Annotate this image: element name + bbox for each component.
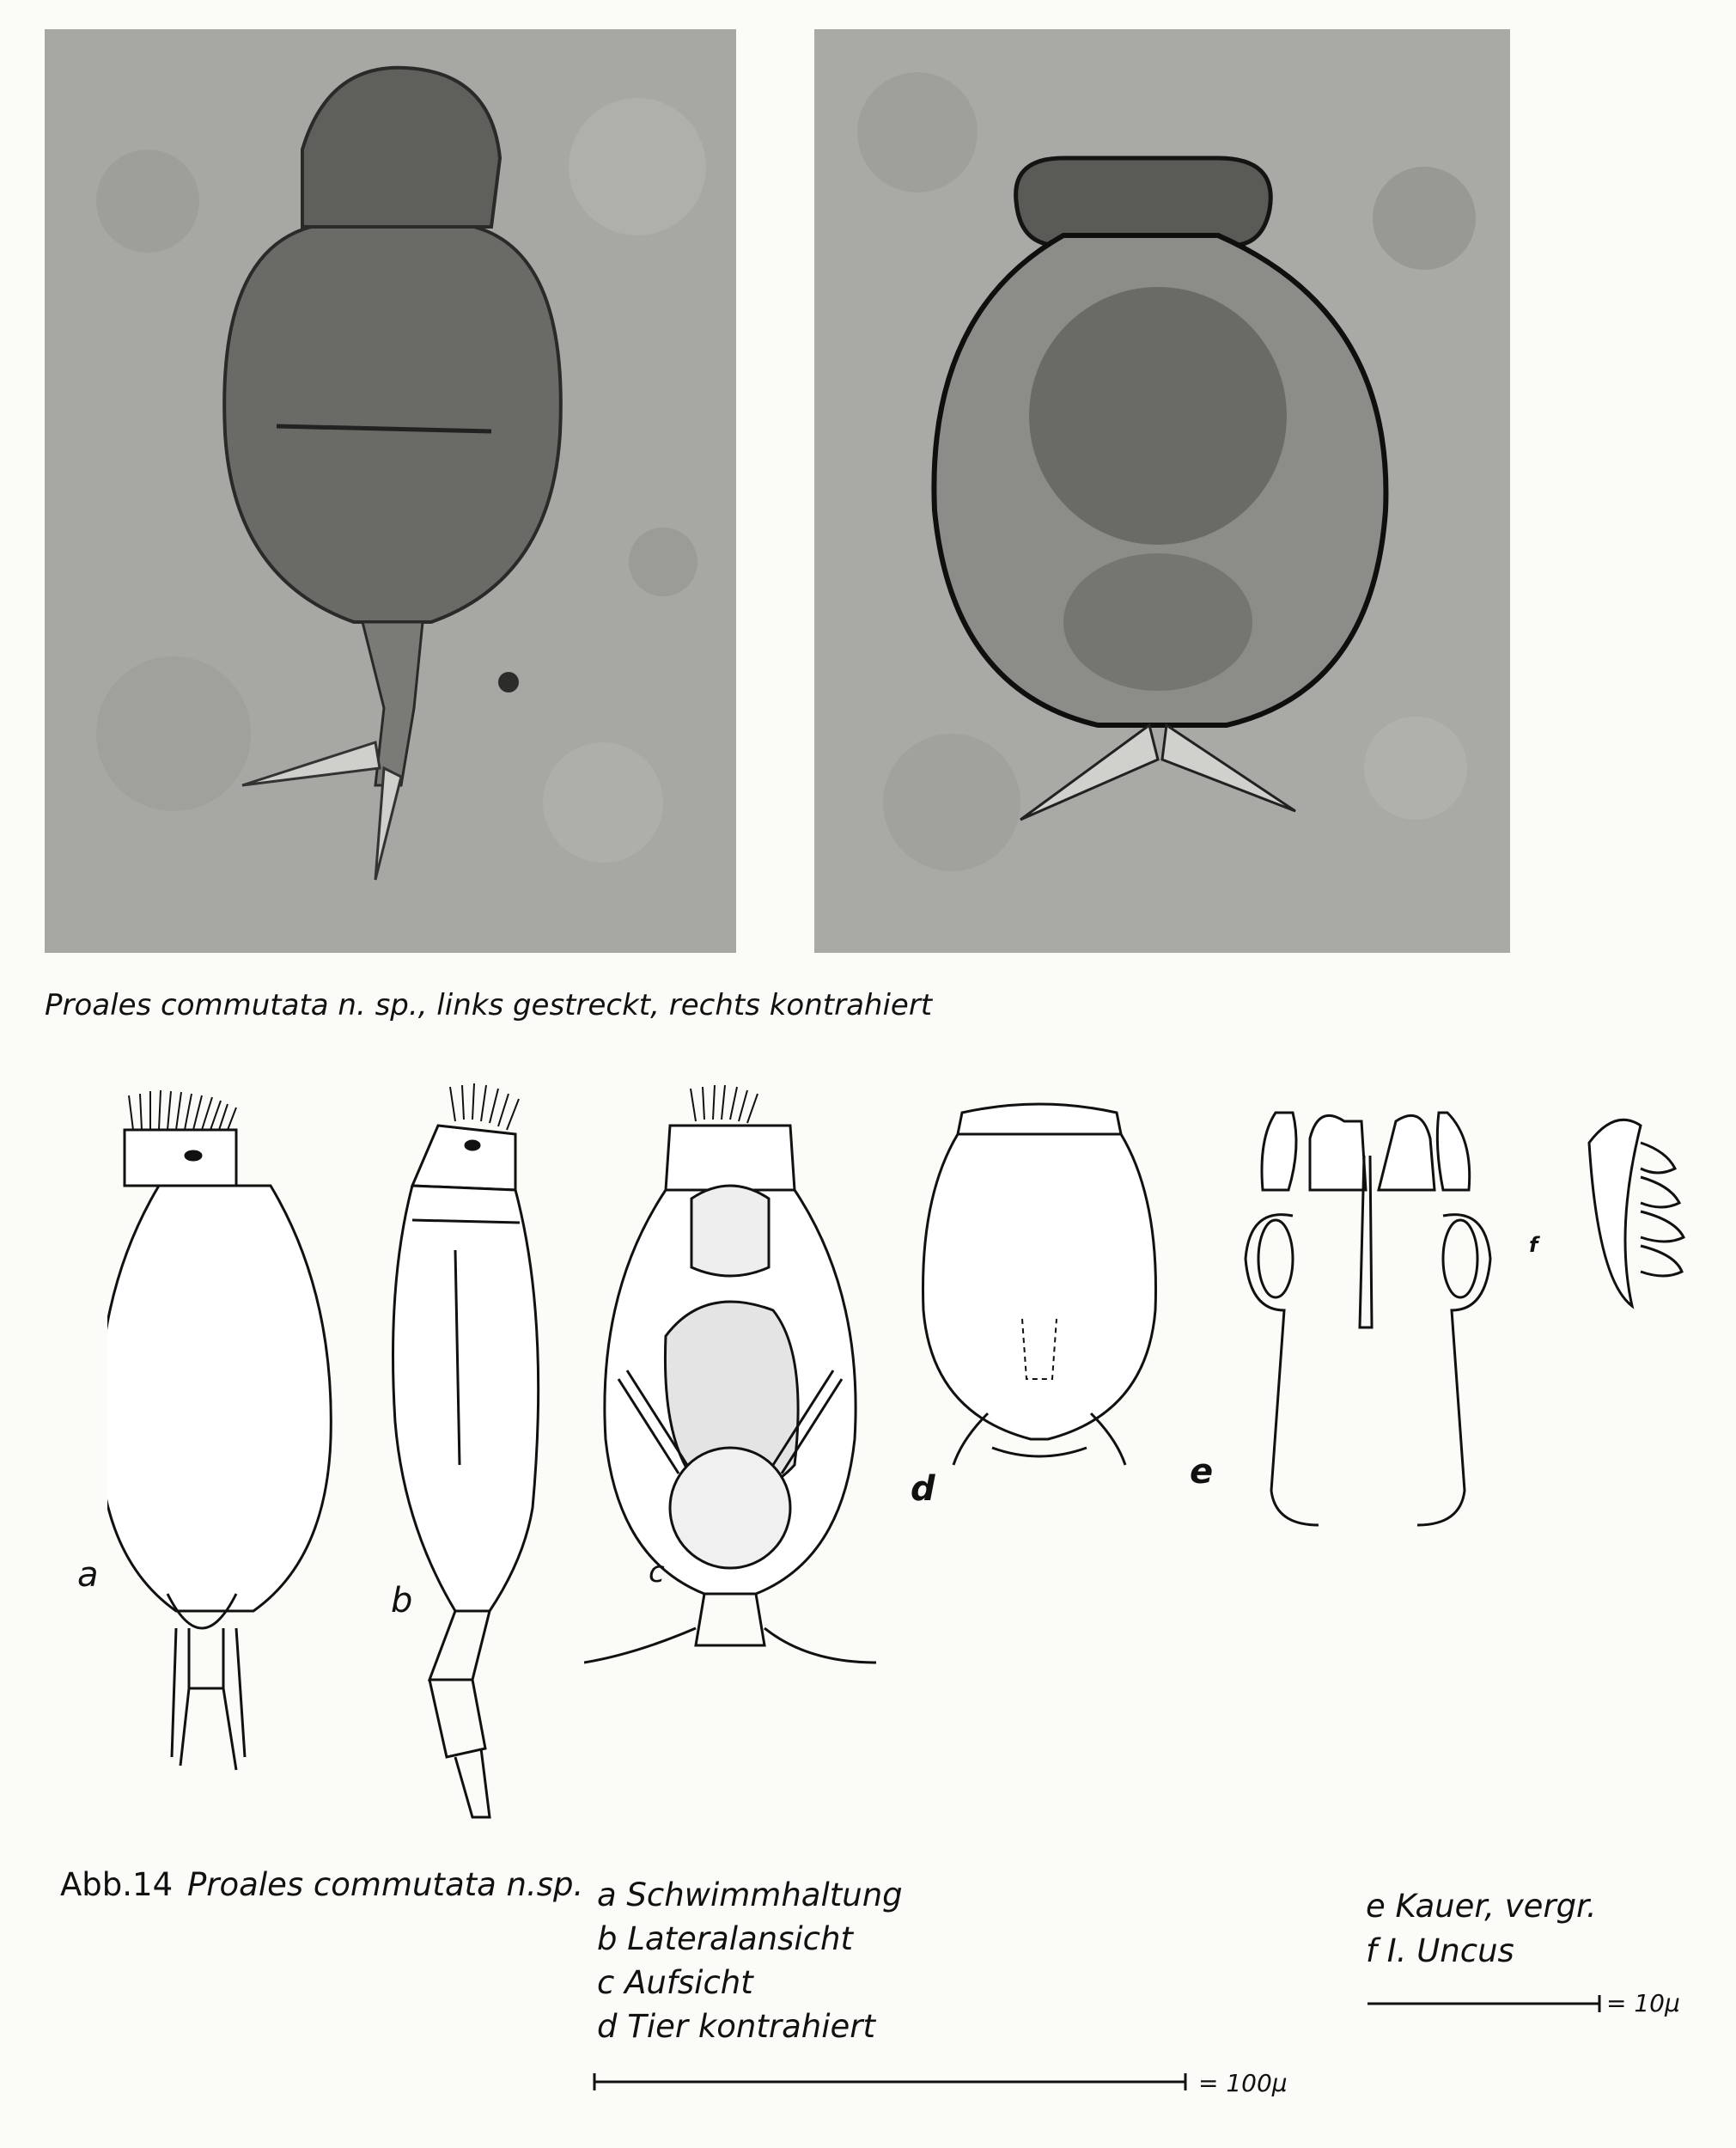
label-e: e xyxy=(1190,1452,1214,1492)
drawing-e-trophi xyxy=(1224,1087,1508,1568)
legend-item-a: a Schwimmhaltung xyxy=(597,1876,903,1913)
scalebar-100-label: = 100μ xyxy=(1198,2069,1288,2097)
figure-number: Abb.14 xyxy=(60,1866,174,1903)
scalebar-10-label: = 10μ xyxy=(1606,1989,1680,2017)
legend-item-c: c Aufsicht xyxy=(597,1964,753,2001)
drawing-c-dorsal xyxy=(584,1078,893,1671)
label-b: b xyxy=(391,1581,413,1620)
drawing-d-contracted xyxy=(911,1087,1168,1491)
drawing-f-uncus xyxy=(1581,1108,1692,1323)
label-d: d xyxy=(911,1469,935,1509)
drawing-b-lateral xyxy=(361,1078,584,1826)
label-f: f xyxy=(1529,1233,1538,1257)
scalebar-100 xyxy=(593,2069,1194,2095)
photo-contracted xyxy=(814,29,1510,953)
species-name: Proales commutata n.sp. xyxy=(187,1866,584,1903)
drawing-a-swimming xyxy=(107,1078,348,1774)
legend-item-e: e Kauer, vergr. xyxy=(1366,1888,1597,1925)
photo-caption: Proales commutata n. sp., links gestreckt, rechts kontrahiert xyxy=(45,988,933,1022)
legend-item-b: b Lateralansicht xyxy=(597,1920,853,1957)
legend-item-f: f I. Uncus xyxy=(1366,1932,1514,1969)
scalebar-10 xyxy=(1366,1991,1606,2017)
legend-item-d: d Tier kontrahiert xyxy=(597,2008,875,2045)
label-a: a xyxy=(77,1555,99,1595)
photo-stretched xyxy=(45,29,736,953)
label-c: c xyxy=(649,1555,665,1590)
